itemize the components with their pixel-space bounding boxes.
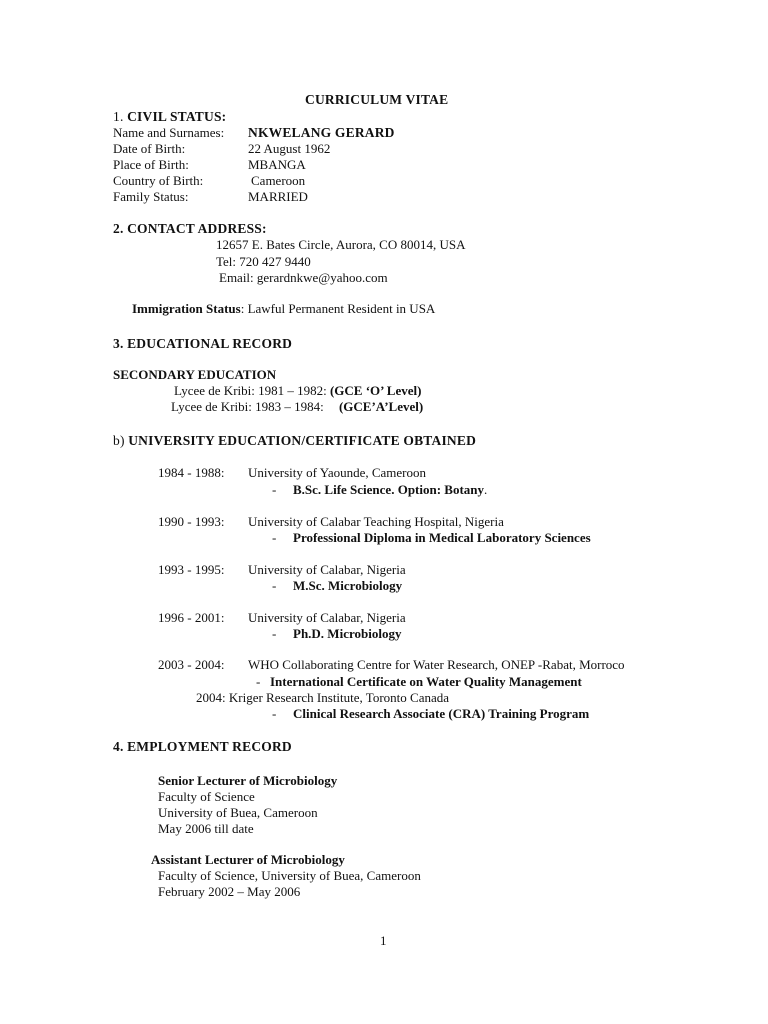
section-employment-heading: 4. EMPLOYMENT RECORD xyxy=(113,739,292,754)
university-period: 1990 - 1993: xyxy=(158,514,225,529)
university-dash: - xyxy=(272,482,277,497)
civil-label: Place of Birth: xyxy=(113,157,189,172)
university-dash: - xyxy=(256,674,261,689)
secondary-cert: (GCE ‘O’ Level) xyxy=(329,383,422,398)
university-cert: Ph.D. Microbiology xyxy=(293,626,402,641)
cert-title: B.Sc. Life Science. Option: Botany xyxy=(293,482,485,497)
job-line: Faculty of Science, University of Buea, Cameroon xyxy=(158,868,421,883)
job-line: Faculty of Science xyxy=(158,789,255,804)
university-dash: - xyxy=(272,578,277,593)
job-line: May 2006 till date xyxy=(158,821,254,836)
university-period: 2003 - 2004: xyxy=(158,657,225,672)
contact-address: 12657 E. Bates Circle, Aurora, CO 80014, USA xyxy=(216,237,466,252)
civil-value: 22 August 1962 xyxy=(248,141,331,156)
university-institution: University of Yaounde, Cameroon xyxy=(248,465,427,480)
section-education-heading: 3. EDUCATIONAL RECORD xyxy=(113,336,293,351)
secondary-text: Lycee de Kribi: 1981 – 1982: xyxy=(174,383,327,398)
secondary-cert: (GCE’A’Level) xyxy=(338,399,424,414)
page-number: 1 xyxy=(380,933,387,948)
civil-label: Name and Surnames: xyxy=(113,125,225,140)
university-dash: - xyxy=(272,626,277,641)
secondary-text: Lycee de Kribi: 1983 – 1984: xyxy=(171,399,324,414)
cert-tail: . xyxy=(484,482,488,497)
section-civil-heading xyxy=(113,109,226,125)
university-heading xyxy=(113,433,476,449)
contact-email: Email: gerardnkwe@yahoo.com xyxy=(219,270,388,285)
civil-label: Family Status: xyxy=(113,189,189,204)
civil-label: Date of Birth: xyxy=(113,141,186,156)
immigration-label: Immigration Status xyxy=(132,301,241,316)
job-line: University of Buea, Cameroon xyxy=(158,805,318,820)
job-line: February 2002 – May 2006 xyxy=(158,884,301,899)
section-contact-heading: 2. CONTACT ADDRESS: xyxy=(113,221,267,236)
university-cert xyxy=(293,482,487,498)
university-dash: - xyxy=(272,706,277,721)
civil-value: Cameroon xyxy=(251,173,306,188)
civil-label: Country of Birth: xyxy=(113,173,204,188)
university-institution: University of Calabar, Nigeria xyxy=(248,562,406,577)
university-cert: Professional Diploma in Medical Laboratory Sciences xyxy=(293,530,591,545)
contact-tel: Tel: 720 427 9440 xyxy=(216,254,311,269)
university-cert: International Certificate on Water Quality Management xyxy=(270,674,582,689)
immigration-status xyxy=(132,301,435,317)
university-cert: Clinical Research Associate (CRA) Training Program xyxy=(293,706,590,721)
university-prefix: b) xyxy=(113,433,125,448)
university-period: 1993 - 1995: xyxy=(158,562,225,577)
civil-value-name: NKWELANG GERARD xyxy=(248,125,395,140)
university-period: 1984 - 1988: xyxy=(158,465,225,480)
kriger-line: 2004: Kriger Research Institute, Toronto Canada xyxy=(196,690,450,705)
university-title: UNIVERSITY EDUCATION/CERTIFICATE OBTAINED xyxy=(128,433,477,448)
university-institution: University of Calabar Teaching Hospital, Nigeria xyxy=(248,514,504,529)
job-title: Senior Lecturer of Microbiology xyxy=(158,773,338,788)
section-number: 1. xyxy=(113,109,124,124)
secondary-item xyxy=(174,383,421,399)
university-cert: M.Sc. Microbiology xyxy=(293,578,403,593)
civil-value: MBANGA xyxy=(248,157,306,172)
university-dash: - xyxy=(272,530,277,545)
university-period: 1996 - 2001: xyxy=(158,610,225,625)
page-title: CURRICULUM VITAE xyxy=(305,92,449,107)
secondary-item xyxy=(171,399,423,415)
civil-value: MARRIED xyxy=(248,189,308,204)
university-institution: WHO Collaborating Centre for Water Research, ONEP -Rabat, Morroco xyxy=(248,657,625,672)
secondary-heading: SECONDARY EDUCATION xyxy=(113,367,277,382)
immigration-value: : Lawful Permanent Resident in USA xyxy=(240,301,436,316)
university-institution: University of Calabar, Nigeria xyxy=(248,610,406,625)
section-title: CIVIL STATUS: xyxy=(127,109,227,124)
job-title: Assistant Lecturer of Microbiology xyxy=(151,852,345,867)
